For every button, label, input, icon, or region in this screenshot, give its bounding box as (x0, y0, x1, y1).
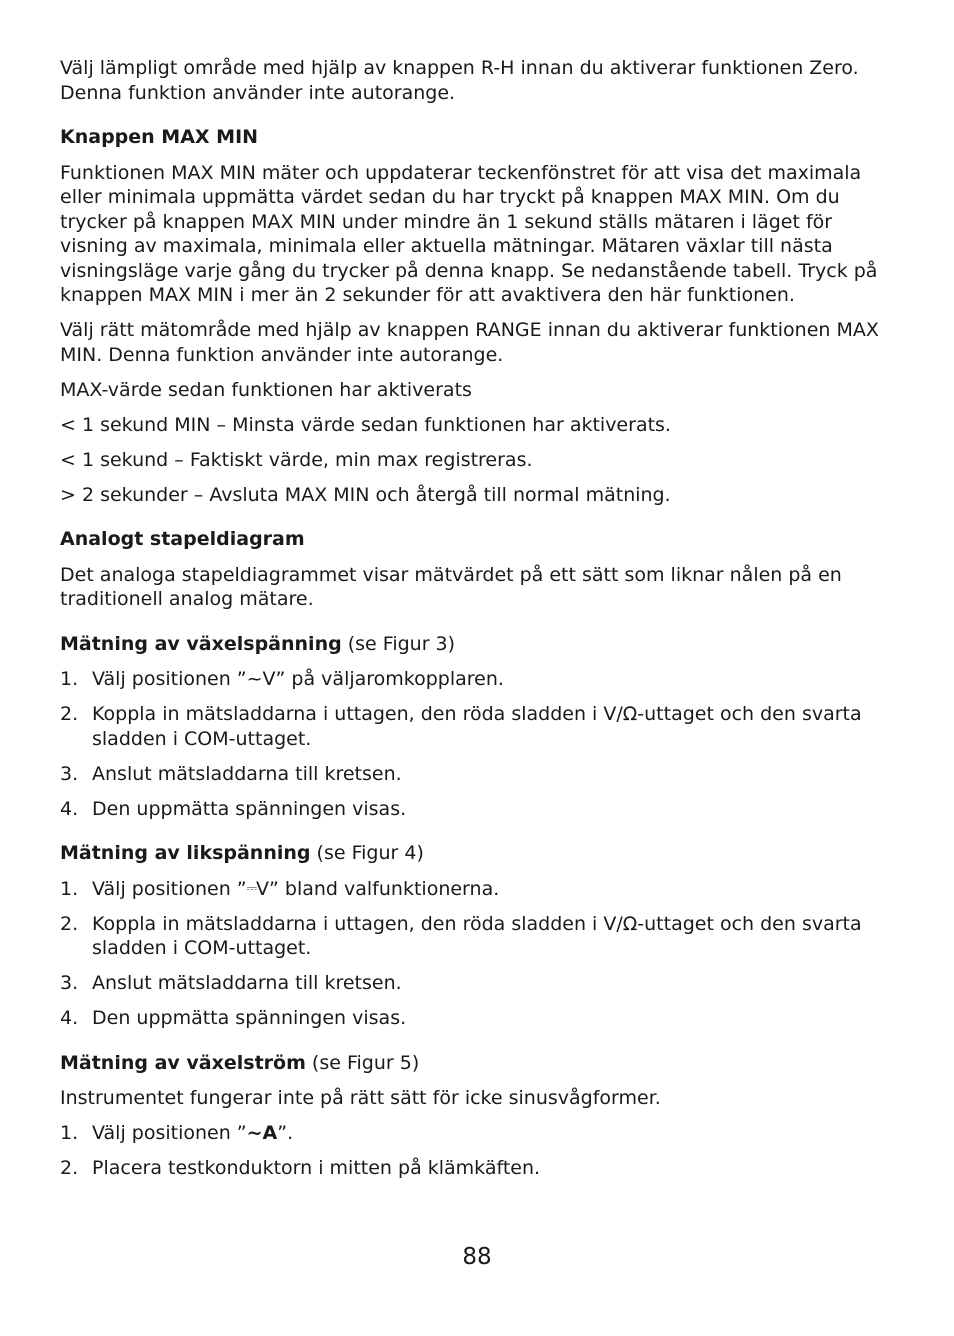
step-number: 2. (60, 912, 79, 935)
dc-voltage-steps (60, 877, 900, 1031)
step-text-post: V” bland valfunktionerna. (256, 877, 500, 900)
step-text-post: ”. (277, 1122, 294, 1144)
dc-voltage-heading-bold: Mätning av likspänning (60, 842, 311, 864)
step-number: 1. (60, 877, 79, 900)
document-page (60, 56, 900, 1191)
list-item (60, 877, 900, 902)
ac-current-note: Instrumentet fungerar inte på rätt sätt för icke sinusvågformer. (60, 1087, 661, 1109)
list-item (60, 762, 900, 787)
list-item (60, 912, 900, 961)
list-item (60, 667, 900, 692)
list-item (60, 797, 900, 822)
dc-voltage-heading-ref: (se Figur 4) (310, 842, 424, 864)
bargraph-heading: Analogt stapeldiagram (60, 528, 305, 550)
maxmin-paragraph-4: < 1 sekund MIN – Minsta värde sedan funktionen har aktiverats. (60, 413, 671, 436)
ac-current-steps (60, 1121, 900, 1181)
step-text-pre: Välj positionen ” (92, 877, 247, 900)
step-number: 2. (60, 703, 79, 725)
list-item (60, 1156, 900, 1181)
list-item (60, 971, 900, 996)
maxmin-paragraph-2: Välj rätt mätområde med hjälp av knappen RANGE innan du aktiverar funktionen MAX MIN. Denna funktion använder inte autorange. (60, 319, 879, 366)
list-item (60, 702, 900, 751)
step-number: 4. (60, 1007, 79, 1029)
maxmin-paragraph-5: < 1 sekund – Faktiskt värde, min max registreras. (60, 448, 533, 471)
list-item (60, 1121, 900, 1146)
list-item (60, 1006, 900, 1031)
maxmin-heading: Knappen MAX MIN (60, 126, 259, 148)
ac-current-heading-ref: (se Figur 5) (305, 1051, 420, 1074)
step-number: 4. (60, 797, 79, 820)
ac-voltage-heading-ref: (se Figur 3) (341, 632, 456, 655)
step-text: Anslut mätsladdarna till kretsen. (92, 972, 402, 994)
ac-voltage-heading-bold: Mätning av växelspänning (60, 632, 342, 655)
ac-voltage-heading (60, 632, 900, 657)
step-text-bold: ~A (246, 1122, 278, 1144)
step-number: 2. (60, 1157, 79, 1179)
step-text: Välj positionen ”~V” på väljaromkopplaren. (92, 668, 504, 690)
dc-symbol-icon: ⎓ (246, 880, 257, 896)
step-number: 3. (60, 762, 79, 785)
ac-voltage-steps (60, 667, 900, 821)
ac-current-heading-bold: Mätning av växelström (60, 1051, 306, 1074)
step-text: Den uppmätta spänningen visas. (92, 797, 407, 820)
page-number: 88 (462, 1244, 492, 1270)
intro-paragraph: Välj lämpligt område med hjälp av knappen R-H innan du aktiverar funktionen Zero. Denna funktion använder inte autorange. (60, 57, 859, 104)
step-text-pre: Välj positionen ” (92, 1122, 247, 1144)
step-text: Anslut mätsladdarna till kretsen. (92, 762, 402, 785)
step-number: 1. (60, 668, 79, 690)
step-text: Koppla in mätsladdarna i uttagen, den röda sladden i V/Ω-uttaget och den svarta sladden i COM-uttaget. (92, 703, 862, 750)
step-text: Koppla in mätsladdarna i uttagen, den röda sladden i V/Ω-uttaget och den svarta sladden i COM-uttaget. (92, 912, 862, 959)
step-text: Placera testkonduktorn i mitten på klämkäften. (92, 1157, 541, 1179)
maxmin-paragraph-6: > 2 sekunder – Avsluta MAX MIN och återgå till normal mätning. (60, 483, 671, 506)
dc-voltage-heading (60, 841, 900, 866)
ac-current-heading (60, 1051, 900, 1076)
step-number: 1. (60, 1122, 79, 1144)
bargraph-paragraph: Det analoga stapeldiagrammet visar mätvärdet på ett sätt som liknar nålen på en traditionell analog mätare. (60, 563, 842, 610)
maxmin-paragraph-1: Funktionen MAX MIN mäter och uppdaterar teckenfönstret för att visa det maximala eller minimala uppmätta värdet sedan du har tryckt på knappen MAX MIN. Om du trycker på knappen MAX MIN under mindre än 1 sekund ställs mätaren i läget för visning av maximala, minimala eller aktuella mätningar. Mätaren växlar till nästa visningsläge varje gång du trycker på denna knapp. Se nedanstående tabell. Tryck på knappen MAX MIN i mer än 2 sekunder för att avaktivera den här funktionen. (60, 161, 878, 306)
step-text: Den uppmätta spänningen visas. (92, 1007, 407, 1029)
maxmin-paragraph-3: MAX-värde sedan funktionen har aktiverats (60, 378, 472, 401)
step-number: 3. (60, 972, 79, 994)
